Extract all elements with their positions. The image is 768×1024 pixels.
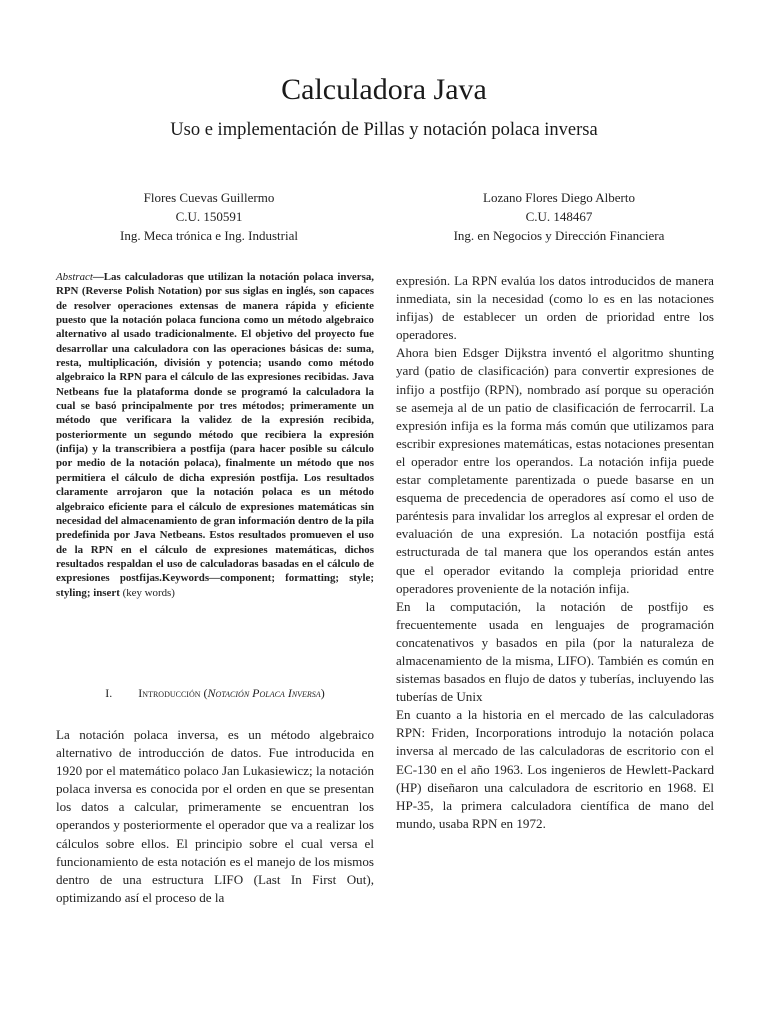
paragraph: Ahora bien Edsger Dijkstra inventó el algoritmo shunting yard (patio de clasificación) para convertir expresiones de infijo a postfijo (RPN), nombrado así porque su operación se asemeja al de un patio de clasificación de ferrocarril. La expresión infija es la forma más común que utilizamos para escribir expresiones matemáticas, estas notaciones presentan el operador entre los operandos. La notación infija puede estar completamente parentizada o puede basarse en un esquema de precedencia de operadores así como el uso de paréntesis para invalidar los arreglos al expresar el orden de evaluación de una expresión. La notación postfija está estructurada de tal manera que los operandos están antes que el operador evitando la compleja prioridad entre operadores proveniente de la notación infija. (396, 345, 714, 596)
abstract-lead: Abstract (56, 271, 93, 283)
abstract (56, 270, 374, 600)
paragraph: En la computación, la notación de postfijo es frecuentemente usada en lenguajes de programación concatenativos y basados en pila (por la naturaleza de almacenamiento de la misma, LIFO). También es común en sistemas basados en flujo de datos y tuberías, incluyendo las tuberías de Unix (396, 598, 714, 705)
abstract-keywords-note: (key words) (122, 586, 175, 599)
author-block-1 (44, 188, 374, 245)
section-title-italic: Notación Polaca Inversa (207, 686, 321, 700)
author-id: C.U. 148467 (525, 209, 593, 224)
paragraph: La notación polaca inversa, es un método algebraico alternativo de introducción de datos. Fue introducida en 1920 por el matemático polaco Jan Lukasiewicz; la notación polaca inversa es conocida por el orden en que se presentan los datos a calcular, primeramente se encuentran los operandos y posteriormente el operador que va a realizar los cálculos sobre ellos. El principio sobre el cual versa el funcionamiento de esta notación es el manejo de los mismos dentro de una estructura LIFO (Last In First Out), optimizando así el proceso de la (56, 727, 374, 905)
author-name: Flores Cuevas Guillermo (143, 190, 275, 205)
author-block-2 (394, 188, 724, 245)
section-title-close: ) (320, 686, 325, 700)
section-title-part: Introducción ( (138, 686, 208, 700)
right-column-body (396, 272, 714, 833)
paragraph: En cuanto a la historia en el mercado de las calculadoras RPN: Friden, Incorporations introdujo la notación polaca inversa al mercado de las calculadoras de escritorio con el EC-130 en el año 1963. Los ingenieros de Hewlett-Packard (HP) diseñaron una calculadora de escritorio en 1968. El HP-35, la primera calculadora científica de mano del mundo, usaba RPN en 1972. (396, 707, 714, 831)
section-heading (56, 684, 374, 702)
paper-subtitle: Uso e implementación de Pillas y notación polaca inversa (170, 120, 598, 140)
author-id: C.U. 150591 (175, 209, 243, 224)
author-name: Lozano Flores Diego Alberto (483, 190, 635, 205)
left-column-body (56, 726, 374, 907)
author-program: Ing. en Negocios y Dirección Financiera (453, 228, 665, 243)
abstract-dash: — (92, 271, 104, 283)
abstract-text: Las calculadoras que utilizan la notación polaca inversa, RPN (Reverse Polish Notation) por sus siglas en inglés, son capaces de resolver operaciones extensas de manera rápida y eficiente puesto que la notación polaca funciona como un método algebraico alternativo al usado tradicionalmente. El objetivo del proyecto fue desarrollar una calculadora con las operaciones básicas de: suma, resta, multiplicación, división y potencia; usando como método algebraico la RPN para el cálculo de las expresiones recibidas. Java Netbeans fue la plataforma donde se programó la calculadora la cual se basó principalmente por tres métodos; primeramente un método que verificara la validez de la expresión recibida, posteriormente un segundo método que recibiera la expresión (infija) y la transcribiera a postfija (para hacer posible su cálculo por medio de la notación polaca), finalmente un método que nos permitiera el cálculo de dicha expresión postfija. Los resultados claramente arrojaron que la notación polaca es un método algebraico eficiente para el cálculo de expresiones matemáticas sin necesidad del almacenamiento de gran información dentro de la pila predefinida por Java Netbeans. Estos resultados promueven el uso de la RPN en el cálculo de expresiones matemáticas, dichos resultados respaldan el uso de calculadoras basadas en el cálculo de expresiones postfijas.Keywords—component; formatting; style; styling; insert (56, 271, 374, 599)
paper-title: Calculadora Java (281, 73, 487, 106)
section-number: I. (105, 686, 113, 700)
author-program: Ing. Meca trónica e Ing. Industrial (120, 228, 298, 243)
paragraph: expresión. La RPN evalúa los datos introducidos de manera inmediata, sin la necesidad (como lo es en las notaciones infijas) de establecer un orden de prioridad entre los operadores. (396, 273, 714, 343)
